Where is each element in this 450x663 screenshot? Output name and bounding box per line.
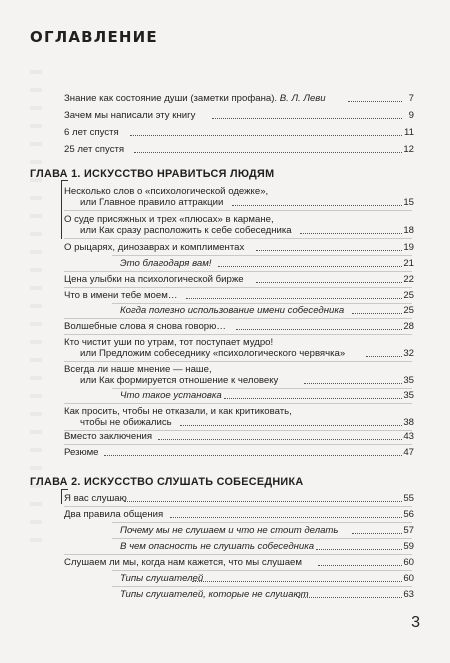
- entry-line: Всегда ли наше мнение — наше,: [64, 364, 212, 375]
- dot-leader: [256, 282, 402, 283]
- entry-line: Кто чистит уши по утрам, тот поступает мудро!: [64, 337, 274, 348]
- page-number: 12: [403, 144, 414, 155]
- folio-page-number: 3: [411, 614, 420, 631]
- dot-leader: [298, 597, 402, 598]
- page-number: 18: [403, 225, 414, 236]
- page-number: 63: [403, 589, 414, 600]
- entry-divider: [64, 403, 412, 404]
- entry-divider: [64, 210, 412, 211]
- entry-author: В. Л. Леви: [279, 93, 326, 104]
- page-number: 43: [403, 431, 414, 442]
- dot-leader: [124, 501, 402, 502]
- entry-line: или Предложим собеседнику «психологического червячка»: [80, 348, 346, 359]
- page-title: ОГЛАВЛЕНИЕ: [30, 28, 158, 46]
- entry-divider: [64, 271, 412, 272]
- dot-leader: [224, 398, 402, 399]
- entry-line: чтобы не обижались: [80, 417, 172, 428]
- dot-leader: [134, 152, 402, 153]
- page-number: 35: [403, 390, 414, 401]
- entry-divider: [112, 255, 412, 256]
- entry-line: Цена улыбки на психологической бирже: [64, 274, 244, 285]
- page-number: 57: [403, 525, 414, 536]
- dot-leader: [300, 233, 402, 234]
- entry-line: Несколько слов о «психологической одежке»,: [64, 186, 269, 197]
- dot-leader: [218, 266, 402, 267]
- dot-leader: [192, 581, 402, 582]
- dot-leader: [186, 298, 402, 299]
- entry-line: О рыцарях, динозаврах и комплиментах: [64, 242, 245, 253]
- entry-line: В чем опасность не слушать собеседника: [120, 541, 315, 552]
- entry-divider: [64, 238, 412, 239]
- entry-divider: [112, 303, 412, 304]
- page-number: 9: [408, 110, 414, 121]
- page-number: 60: [403, 573, 414, 584]
- page-number: 38: [403, 417, 414, 428]
- entry-line: Что в имени тебе моем…: [64, 290, 178, 301]
- entry-line: Два правила общения: [64, 509, 164, 520]
- entry-line: Резюме: [64, 447, 99, 458]
- page-number: 28: [403, 321, 414, 332]
- chapter-heading: ГЛАВА 2. ИСКУССТВО СЛУШАТЬ СОБЕСЕДНИКА: [30, 476, 304, 488]
- entry-divider: [64, 554, 412, 555]
- entry-divider: [112, 586, 412, 587]
- entry-title: Знание как состояние души (заметки профана).: [64, 93, 280, 104]
- dot-leader: [304, 383, 402, 384]
- entry-title: Зачем мы написали эту книгу: [64, 110, 196, 121]
- entry-line: Слушаем ли мы, когда нам кажется, что мы слушаем: [64, 557, 302, 568]
- page-number: 47: [403, 447, 414, 458]
- entry-line: или Главное правило аттракции: [80, 197, 224, 208]
- entry-divider: [64, 506, 412, 507]
- dot-leader: [256, 250, 402, 251]
- entry-title: 25 лет спустя: [64, 144, 125, 155]
- page-number: 55: [403, 493, 414, 504]
- page-number: 25: [403, 290, 414, 301]
- page-number: 56: [403, 509, 414, 520]
- dot-leader: [180, 425, 402, 426]
- dot-leader: [158, 439, 402, 440]
- entry-divider: [64, 287, 412, 288]
- entry-line: О суде присяжных и трех «плюсах» в кармане,: [64, 214, 274, 225]
- dot-leader: [170, 517, 402, 518]
- page-number: 22: [403, 274, 414, 285]
- chapter-heading: ГЛАВА 1. ИСКУССТВО НРАВИТЬСЯ ЛЮДЯМ: [30, 168, 275, 180]
- dot-leader: [236, 329, 402, 330]
- page-number: 15: [403, 197, 414, 208]
- entry-divider: [112, 538, 412, 539]
- entry-line: или Как формируется отношение к человеку: [80, 375, 279, 386]
- entry-title: 6 лет спустя: [64, 127, 119, 138]
- page-number: 60: [403, 557, 414, 568]
- entry-line: Волшебные слова я снова говорю…: [64, 321, 226, 332]
- entry-divider: [112, 522, 412, 523]
- page-number: 11: [404, 127, 414, 138]
- entry-line: Вместо заключения: [64, 431, 153, 442]
- page-number: 59: [403, 541, 414, 552]
- entry-line: или Как сразу расположить к себе собеседника: [80, 225, 292, 236]
- entry-line: Как просить, чтобы не отказали, и как критиковать,: [64, 406, 292, 417]
- entry-line: Типы слушателей: [120, 573, 204, 584]
- page-number: 21: [403, 258, 414, 269]
- entry-divider: [64, 444, 412, 445]
- entry-line: Это благодаря вам!: [120, 258, 212, 269]
- page-number: 32: [403, 348, 414, 359]
- dot-leader: [104, 455, 402, 456]
- entry-divider: [112, 570, 412, 571]
- page-number: 35: [403, 375, 414, 386]
- entry-line: Когда полезно использование имени собеседника: [120, 305, 345, 316]
- dot-leader: [232, 205, 402, 206]
- entry-line: Что такое установка: [120, 390, 222, 401]
- entry-divider: [64, 318, 412, 319]
- entry-divider: [64, 334, 412, 335]
- entry-divider: [64, 361, 412, 362]
- page-number: 19: [403, 242, 414, 253]
- entry-line: Типы слушателей, которые не слушают: [120, 589, 309, 600]
- entry-divider: [112, 388, 412, 389]
- dot-leader: [130, 135, 402, 136]
- page-number: 25: [403, 305, 414, 316]
- entry-line: Я вас слушаю: [64, 493, 127, 504]
- entry-line: Почему мы не слушаем и что не стоит делать: [120, 525, 339, 536]
- dot-leader: [212, 118, 402, 119]
- page-number: 7: [408, 93, 414, 104]
